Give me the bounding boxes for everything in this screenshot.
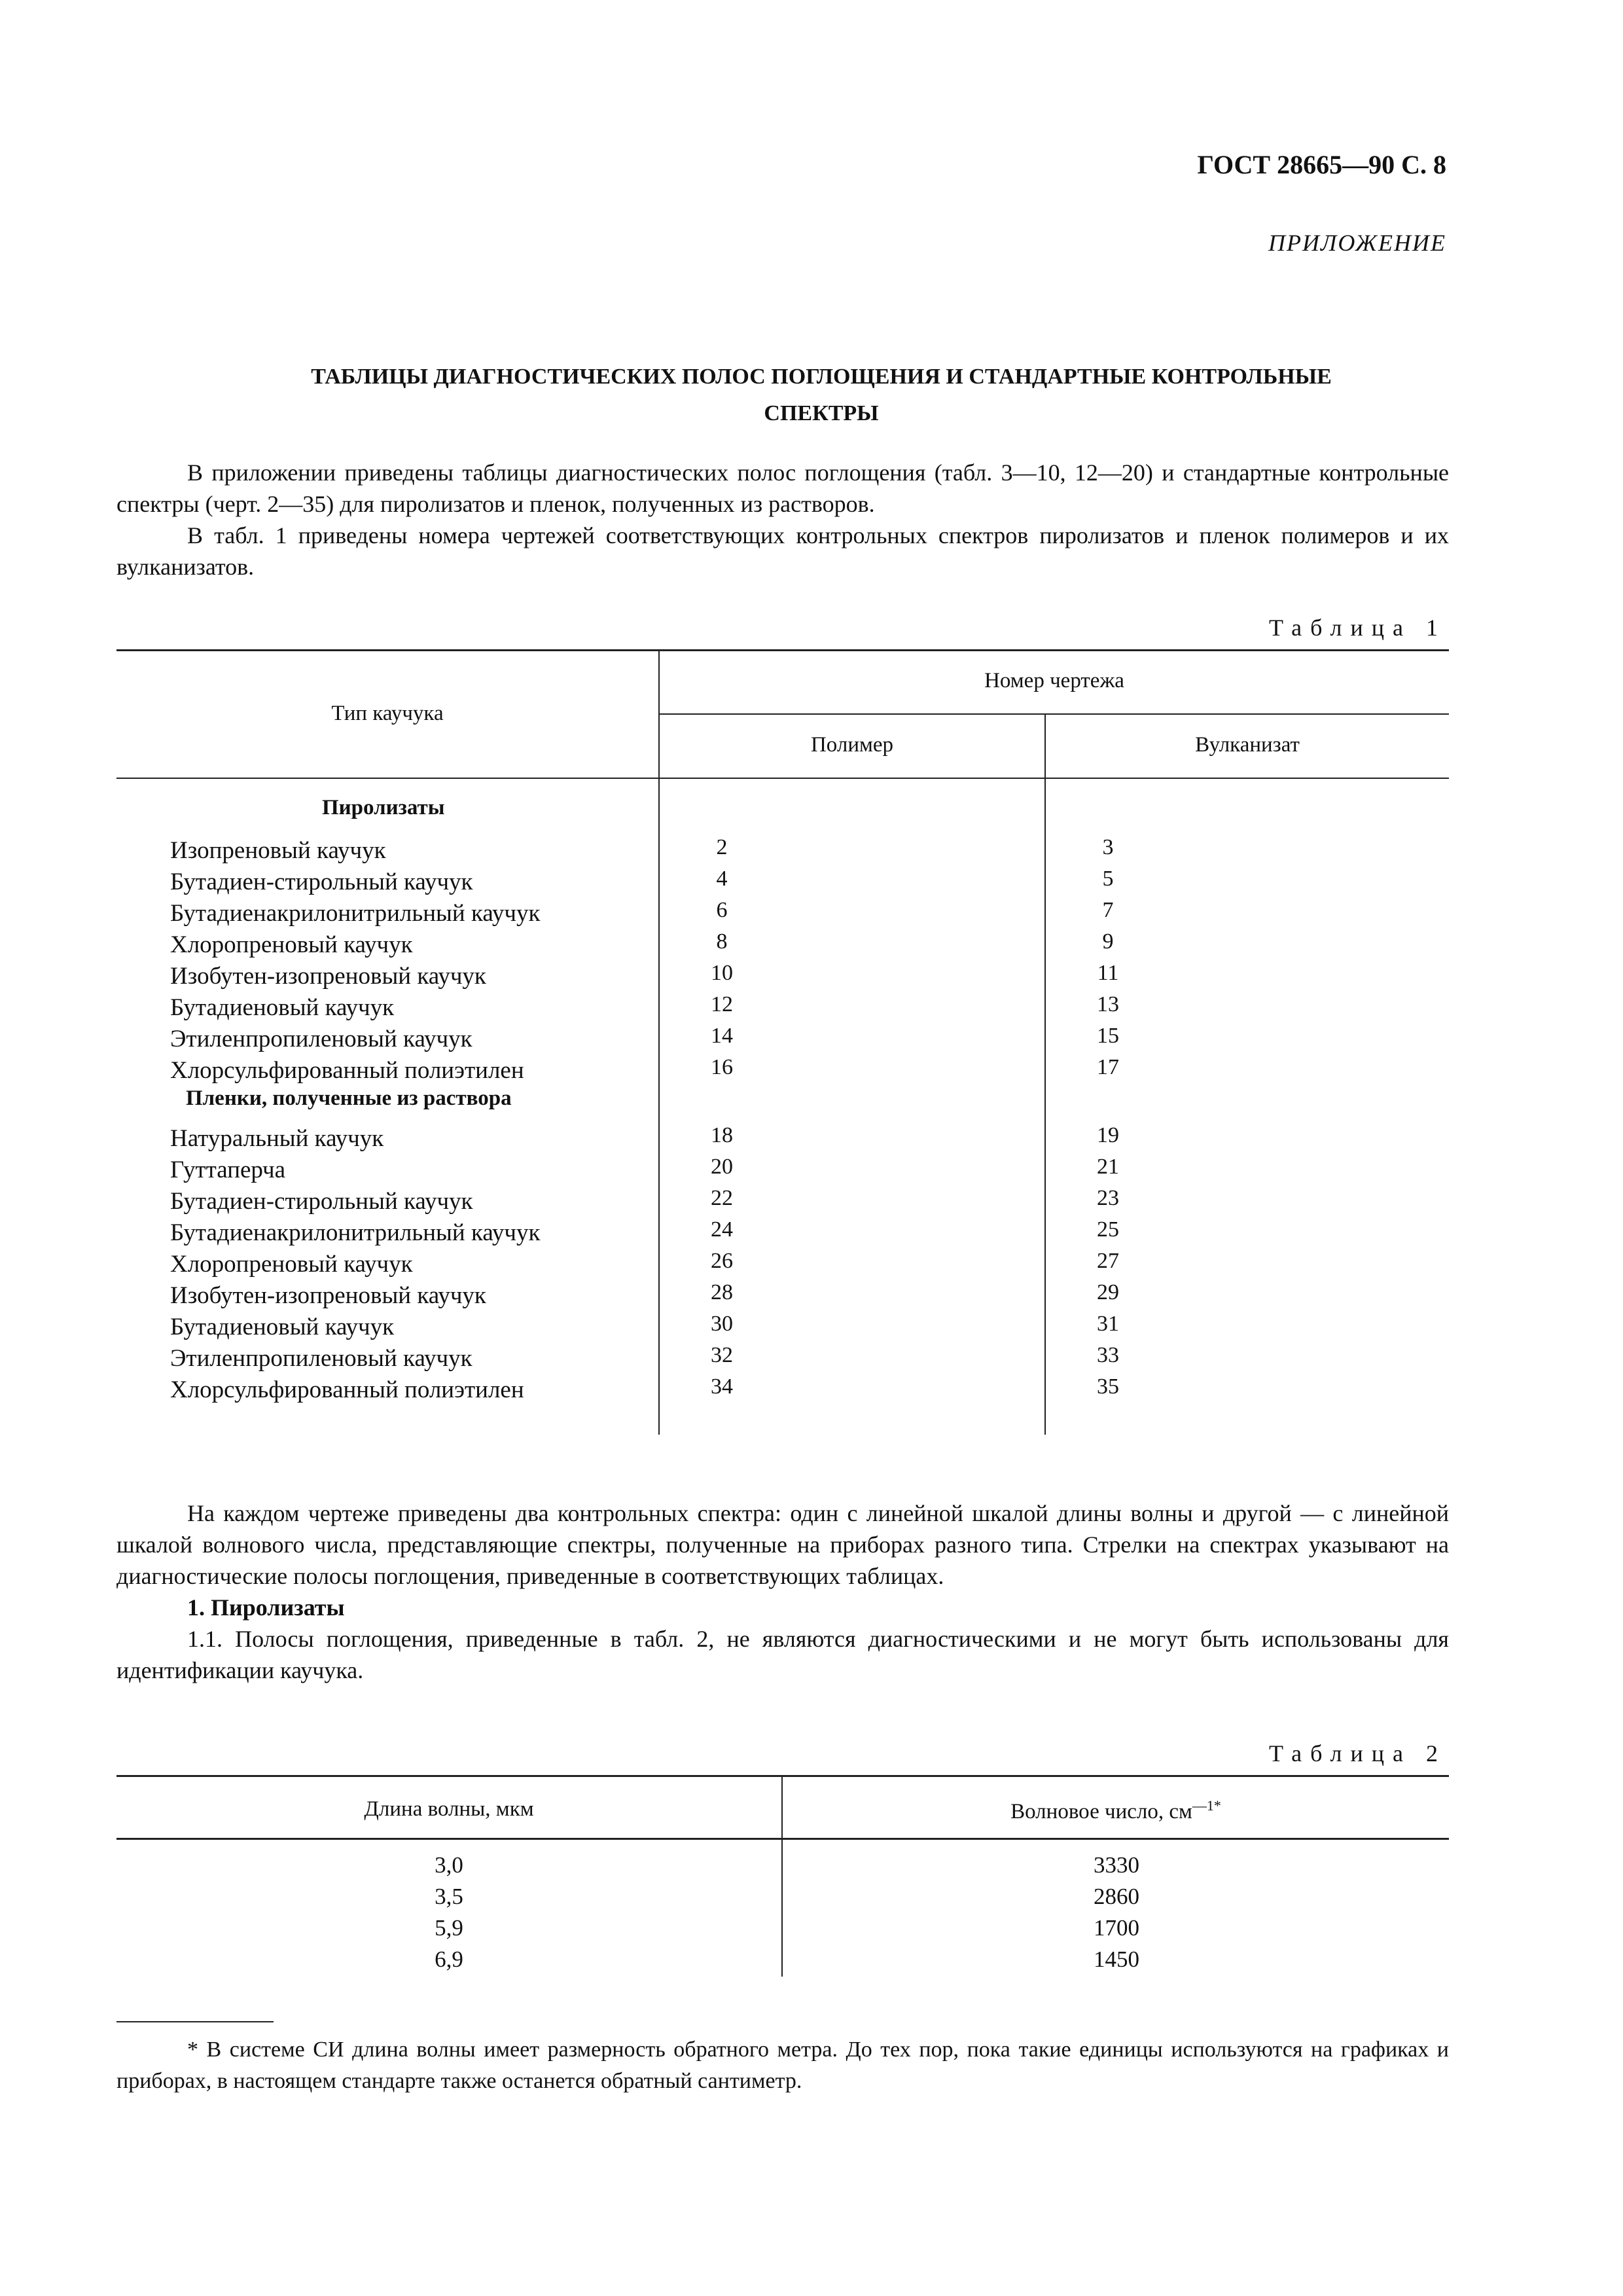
table-row — [116, 1025, 1449, 1056]
table-row — [116, 1187, 1449, 1219]
table-row — [116, 1156, 1449, 1187]
rubber-type-cell: Хлорсульфированный полиэтилен — [170, 1057, 524, 1084]
table-rule — [116, 649, 1449, 651]
vulcanizate-drawing-cell: 35 — [1097, 1374, 1119, 1399]
table1-label: Таблица 1 — [1269, 615, 1446, 641]
section-title: Пленки, полученные из раствора — [186, 1086, 512, 1110]
vulcanizate-drawing-cell: 33 — [1097, 1343, 1119, 1367]
table-row — [116, 868, 1449, 899]
table-2 — [116, 1775, 1449, 1984]
vulcanizate-drawing-cell: 27 — [1097, 1249, 1119, 1273]
wavelength-cell: 3,0 — [435, 1852, 463, 1878]
table-1 — [116, 649, 1449, 1435]
polymer-drawing-cell: 22 — [711, 1186, 733, 1210]
wavenumber-label: Волновое число, см — [1010, 1800, 1192, 1823]
polymer-drawing-cell: 20 — [711, 1155, 733, 1179]
table-row — [116, 1124, 1449, 1156]
table-rule — [658, 713, 1449, 715]
wavenumber-cell: 1450 — [1094, 1946, 1139, 1972]
intro-paragraph-2: В табл. 1 приведены номера чертежей соответствующих контрольных спектров пиролизатов и пленок полимеров и их вулканизатов. — [116, 522, 1449, 580]
table-rule — [116, 1775, 1449, 1777]
polymer-drawing-cell: 12 — [711, 992, 733, 1016]
vulcanizate-drawing-cell: 13 — [1097, 992, 1119, 1016]
footnote-separator — [116, 2021, 274, 2022]
middle-paragraph-1: На каждом чертеже приведены два контрольных спектра: один с линейной шкалой длины волны и другой — с линейной шкалой волнового числа, представляющие спектры, полученные на приборах разного типа. Стрелки на спектрах указывают на диагностические полосы поглощения, приведенные в соответствующих таблицах. — [116, 1500, 1449, 1589]
vulcanizate-drawing-cell: 19 — [1097, 1123, 1119, 1147]
rubber-type-cell: Бутадиеновый каучук — [170, 1314, 395, 1340]
appendix-label: ПРИЛОЖЕНИЕ — [1268, 230, 1446, 256]
rubber-type-cell: Бутадиен-стирольный каучук — [170, 1188, 473, 1215]
rubber-type-cell: Изопреновый каучук — [170, 837, 386, 864]
col-header-wavenumber — [783, 1797, 1449, 1824]
vulcanizate-drawing-cell: 15 — [1097, 1024, 1119, 1048]
vulcanizate-drawing-cell: 3 — [1102, 835, 1114, 859]
polymer-drawing-cell: 34 — [711, 1374, 733, 1399]
section-title: Пиролизаты — [322, 796, 445, 819]
table-row — [116, 1219, 1449, 1250]
polymer-drawing-cell: 18 — [711, 1123, 733, 1147]
col-header-vulcanizate: Вулканизат — [1195, 733, 1300, 757]
vulcanizate-drawing-cell: 31 — [1097, 1312, 1119, 1336]
rubber-type-cell: Натуральный каучук — [170, 1125, 384, 1152]
table-row — [116, 1344, 1449, 1376]
rubber-type-cell: Этиленпропиленовый каучук — [170, 1026, 473, 1052]
rubber-type-cell: Этиленпропиленовый каучук — [170, 1345, 473, 1372]
table-row — [116, 1376, 1449, 1407]
rubber-type-cell: Хлоропреновый каучук — [170, 931, 413, 958]
section-1-title: 1. Пиролизаты — [187, 1594, 345, 1621]
col-header-polymer: Полимер — [810, 733, 894, 757]
table-rule — [116, 778, 1449, 779]
vulcanizate-drawing-cell: 9 — [1102, 929, 1114, 954]
col-header-drawing-number: Номер чертежа — [984, 669, 1124, 692]
polymer-drawing-cell: 8 — [716, 929, 728, 954]
polymer-drawing-cell: 30 — [711, 1312, 733, 1336]
intro-text — [116, 457, 1449, 583]
middle-paragraph-2: 1.1. Полосы поглощения, приведенные в табл. 2, не являются диагностическими и не могут быть использованы для идентификации каучука. — [116, 1626, 1449, 1683]
rubber-type-cell: Бутадиен-стирольный каучук — [170, 869, 473, 895]
polymer-drawing-cell: 26 — [711, 1249, 733, 1273]
polymer-drawing-cell: 6 — [716, 898, 728, 922]
intro-paragraph-1: В приложении приведены таблицы диагностических полос поглощения (табл. 3—10, 12—20) и стандартные контрольные спектры (черт. 2—35) для пиролизатов и пленок, полученных из растворов. — [116, 459, 1449, 517]
table2-label: Таблица 2 — [1269, 1740, 1446, 1767]
table-row — [116, 1056, 1449, 1088]
col-header-type: Тип каучука — [331, 702, 444, 725]
wavenumber-cell: 2860 — [1094, 1884, 1139, 1909]
rubber-type-cell: Бутадиенакрилонитрильный каучук — [170, 900, 541, 927]
table-row — [116, 1313, 1449, 1344]
wavenumber-cell: 1700 — [1094, 1915, 1139, 1941]
polymer-drawing-cell: 4 — [716, 867, 728, 891]
rubber-type-cell: Изобутен-изопреновый каучук — [170, 1282, 486, 1309]
footnote-text: * В системе СИ длина волны имеет размерность обратного метра. До тех пор, пока такие единицы используются на графиках и приборах, в настоящем стандарте также останется обратный сантиметр. — [116, 2037, 1449, 2093]
vulcanizate-drawing-cell: 7 — [1102, 898, 1114, 922]
vulcanizate-drawing-cell: 17 — [1097, 1055, 1119, 1079]
wavelength-cell: 3,5 — [435, 1884, 463, 1909]
table-row — [116, 1250, 1449, 1282]
polymer-drawing-cell: 2 — [716, 835, 728, 859]
table-row — [116, 1282, 1449, 1313]
rubber-type-cell: Бутадиеновый каучук — [170, 994, 395, 1021]
page-title — [144, 359, 1499, 432]
table-rule — [116, 1838, 1449, 1840]
table-row — [116, 836, 1449, 868]
vulcanizate-drawing-cell: 25 — [1097, 1217, 1119, 1242]
polymer-drawing-cell: 32 — [711, 1343, 733, 1367]
vulcanizate-drawing-cell: 23 — [1097, 1186, 1119, 1210]
wavenumber-cell: 3330 — [1094, 1852, 1139, 1878]
vulcanizate-drawing-cell: 29 — [1097, 1280, 1119, 1304]
table-1-body — [116, 796, 1449, 1407]
rubber-type-cell: Бутадиенакрилонитрильный каучук — [170, 1219, 541, 1246]
title-line-2: СПЕКТРЫ — [764, 401, 879, 425]
polymer-drawing-cell: 28 — [711, 1280, 733, 1304]
table-row — [116, 931, 1449, 962]
table-row — [116, 994, 1449, 1025]
vulcanizate-drawing-cell: 21 — [1097, 1155, 1119, 1179]
rubber-type-cell: Изобутен-изопреновый каучук — [170, 963, 486, 990]
vulcanizate-drawing-cell: 11 — [1097, 961, 1119, 985]
section-heading-films — [116, 1088, 1449, 1124]
table-row — [116, 962, 1449, 994]
wavenumber-unit-sup: —1* — [1192, 1797, 1221, 1814]
rubber-type-cell: Хлорсульфированный полиэтилен — [170, 1376, 524, 1403]
col-header-wavelength: Длина волны, мкм — [364, 1797, 534, 1821]
wavelength-cell: 6,9 — [435, 1946, 463, 1972]
vulcanizate-drawing-cell: 5 — [1102, 867, 1114, 891]
section-heading-pyrolysates — [116, 796, 1449, 836]
polymer-drawing-cell: 10 — [711, 961, 733, 985]
title-line-1: ТАБЛИЦЫ ДИАГНОСТИЧЕСКИХ ПОЛОС ПОГЛОЩЕНИЯ И СТАНДАРТНЫЕ КОНТРОЛЬНЫЕ — [311, 365, 1332, 389]
middle-text — [116, 1498, 1449, 1686]
rubber-type-cell: Хлоропреновый каучук — [170, 1251, 413, 1278]
rubber-type-cell: Гуттаперча — [170, 1157, 286, 1183]
wavelength-cell: 5,9 — [435, 1915, 463, 1941]
polymer-drawing-cell: 24 — [711, 1217, 733, 1242]
document-header: ГОСТ 28665—90 С. 8 — [1197, 150, 1446, 179]
footnote — [116, 2034, 1449, 2097]
polymer-drawing-cell: 16 — [711, 1055, 733, 1079]
table-row — [116, 899, 1449, 931]
polymer-drawing-cell: 14 — [711, 1024, 733, 1048]
